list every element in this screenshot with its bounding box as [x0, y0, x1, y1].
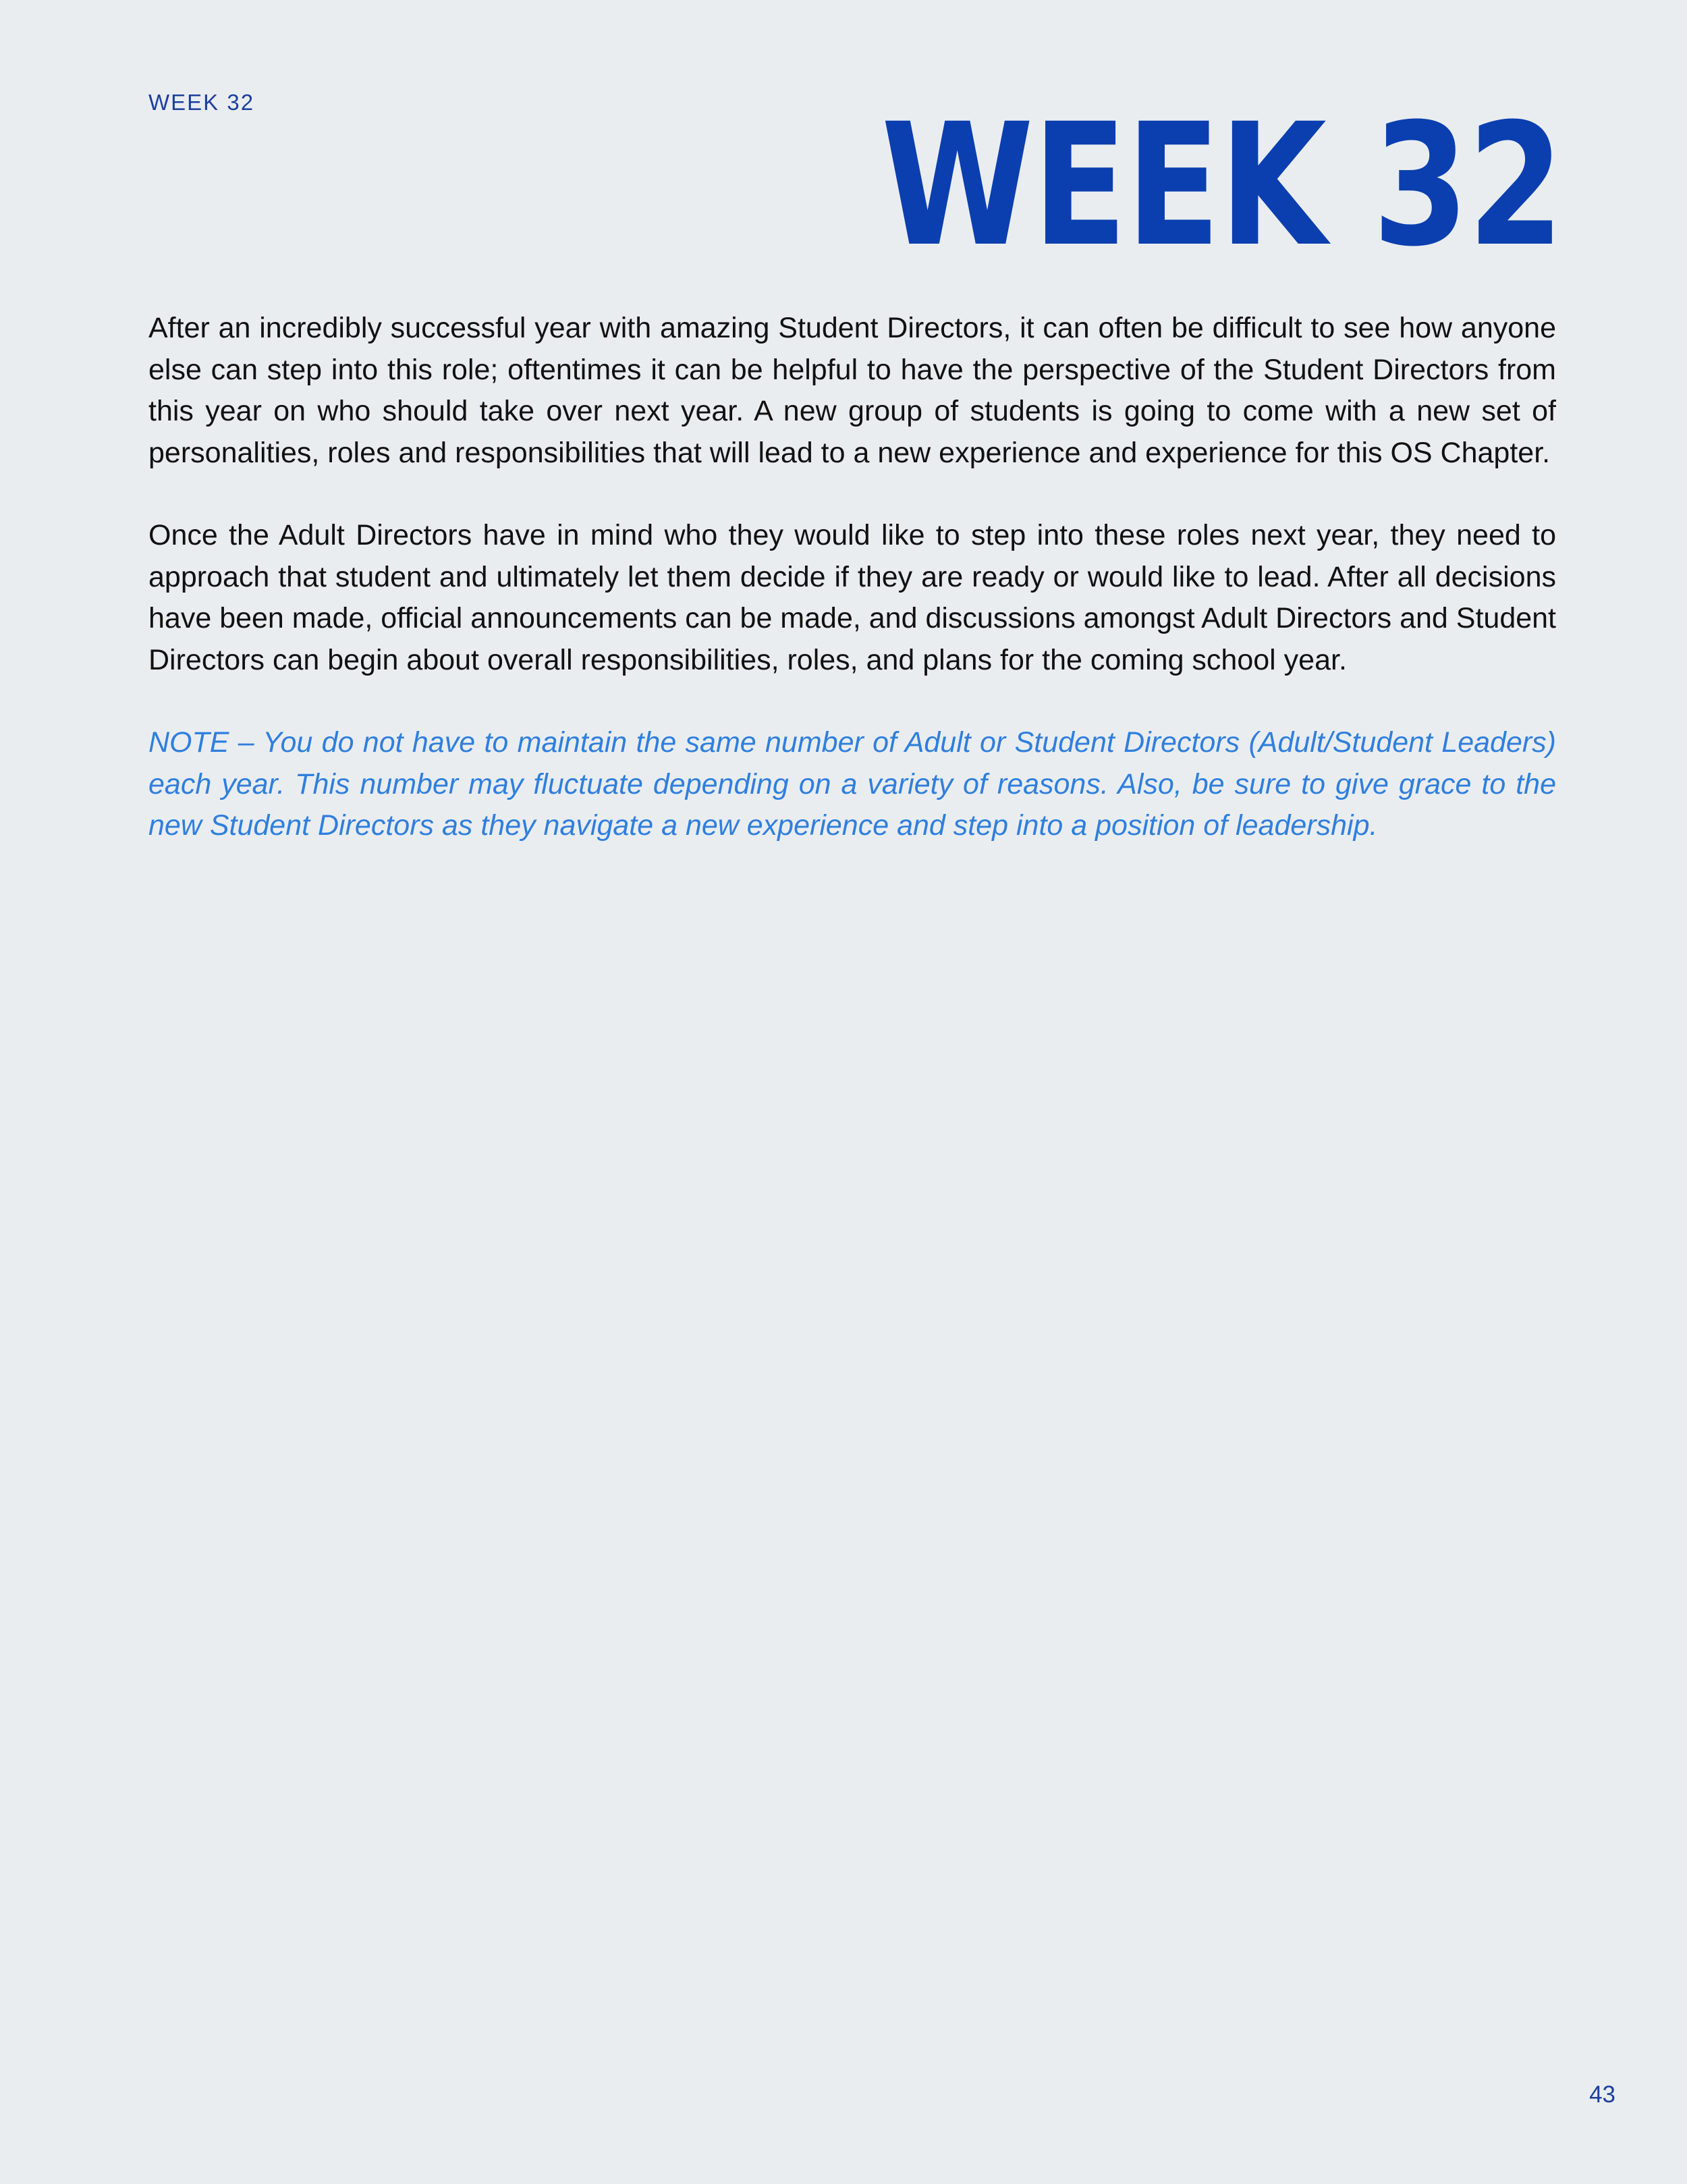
- note-paragraph: NOTE – You do not have to maintain the same number of Adult or Student Directors (Adult/Student Leaders) each year. This number may fluctuate depending on a variety of reasons. Also, be sure to give grace to the new Student Directors as they navigate a new experience and step into a position of leadership.: [148, 726, 1556, 842]
- main-content: [148, 308, 1556, 888]
- body-paragraph-1: After an incredibly successful year with amazing Student Directors, it can often be difficult to see how anyone else can step into this role; oftentimes it can be helpful to have the perspective of the Student Directors from this year on who should take over next year. A new group of students is going to come with a new set of personalities, roles and responsibilities that will lead to a new experience and experience for this OS Chapter.: [148, 312, 1556, 469]
- page-number: 43: [1589, 2081, 1615, 2108]
- body-paragraph-2: Once the Adult Directors have in mind who they would like to step into these roles next year, they need to approach that student and ultimately let them decide if they are ready or would like to lead. After all decisions have been made, official announcements can be made, and discussions amongst Adult Directors and Student Directors can begin about overall responsibilities, roles, and plans for the coming school year.: [148, 519, 1557, 676]
- page-title: WEEK 32: [881, 87, 1563, 283]
- running-header: WEEK 32: [148, 90, 255, 115]
